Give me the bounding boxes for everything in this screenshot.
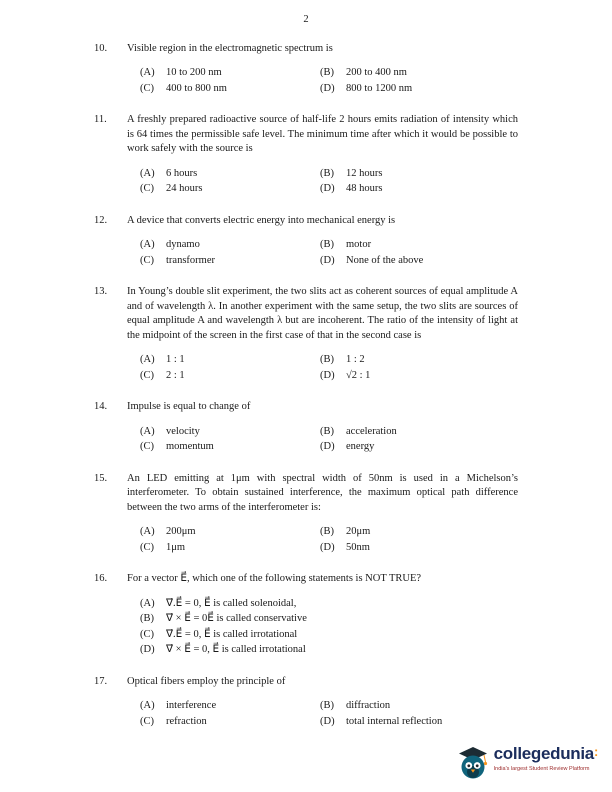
option-label: (B): [320, 700, 334, 712]
option-label: (A): [140, 597, 155, 609]
option-label: (D): [320, 369, 335, 381]
question-number: 15.: [94, 472, 108, 484]
question-body: [127, 214, 518, 268]
option: [320, 425, 518, 439]
option: [140, 66, 320, 80]
option-label: (A): [140, 700, 155, 712]
option-label: (C): [140, 82, 154, 94]
option-label: (C): [140, 541, 154, 553]
option: [320, 541, 518, 555]
option-label: (D): [320, 82, 335, 94]
option-text: None of the above: [346, 254, 424, 266]
question-block: [94, 214, 518, 268]
option-label: (A): [140, 354, 155, 366]
option-text: √2 : 1: [346, 369, 371, 381]
option: [140, 440, 320, 454]
option-text: 200μm: [166, 526, 196, 538]
option: [320, 525, 518, 539]
option: [140, 238, 320, 252]
option-text: ∇⃗ × E⃗ = 0E⃗ is called conservative: [166, 613, 307, 625]
options-grid: [140, 525, 518, 555]
question-body: [127, 400, 518, 454]
option-text: motor: [346, 239, 372, 251]
option-text: velocity: [166, 425, 200, 437]
option-label: (A): [140, 425, 155, 437]
option: [320, 440, 518, 454]
option-text: 1 : 1: [166, 354, 185, 366]
option-text: interference: [166, 700, 217, 712]
question-body: [127, 675, 518, 729]
option-label: (D): [320, 183, 335, 195]
option: [140, 425, 320, 439]
question-block: [94, 572, 518, 657]
option: [320, 254, 518, 268]
option: [320, 66, 518, 80]
questions-list: [94, 42, 518, 729]
option: [140, 628, 518, 642]
option: [320, 369, 518, 383]
option-label: (B): [320, 354, 334, 366]
option-text: 10 to 200 nm: [166, 67, 222, 79]
option-label: (D): [320, 541, 335, 553]
option-label: (B): [320, 239, 334, 251]
option-text: ∇⃗.E⃗ = 0, E⃗ is called solenoidal,: [166, 597, 297, 609]
question-block: [94, 675, 518, 729]
options-grid: [140, 699, 518, 729]
option-text: transformer: [166, 254, 215, 266]
option: [320, 182, 518, 196]
options-grid: [140, 425, 518, 455]
options-grid: [140, 353, 518, 383]
option: [320, 82, 518, 96]
option-label: (C): [140, 628, 154, 640]
question-number: 11.: [94, 114, 107, 126]
option-label: (A): [140, 526, 155, 538]
options-grid: [140, 167, 518, 197]
option-text: 400 to 800 nm: [166, 82, 227, 94]
question-number: 17.: [94, 675, 108, 687]
option-label: (B): [140, 613, 154, 625]
question-text: In Young’s double slit experiment, the two slits act as coherent sources of equal amplitude A and of wavelength λ. In another experiment with the same setup, the two slits are sources of equal amplitude A and wavelength λ but are incoherent. The ratio of the intensity of light at the midpoint of the screen in the first case of that in the second case is: [127, 286, 518, 341]
question-text: For a vector E⃗, which one of the following statements is NOT TRUE?: [127, 573, 422, 585]
options-grid: [140, 238, 518, 268]
question-block: [94, 400, 518, 454]
question-text: Optical fibers employ the principle of: [127, 675, 286, 687]
option-label: (D): [320, 441, 335, 453]
option: [140, 612, 518, 626]
option-text: 20μm: [346, 526, 371, 538]
question-text: Impulse is equal to change of: [127, 401, 251, 413]
option-label: (C): [140, 715, 154, 727]
question-number: 13.: [94, 286, 108, 298]
options-grid: [140, 597, 518, 658]
option: [320, 353, 518, 367]
option: [140, 82, 320, 96]
option-text: ∇⃗.E⃗ = 0, E⃗ is called irrotational: [166, 628, 298, 640]
option: [140, 597, 518, 611]
question-body: [127, 42, 518, 96]
option: [140, 369, 320, 383]
question-block: [94, 42, 518, 96]
option-text: 2 : 1: [166, 369, 185, 381]
option-label: (B): [320, 167, 334, 179]
question-number: 16.: [94, 573, 108, 585]
option-label: (D): [320, 254, 335, 266]
option: [140, 541, 320, 555]
option-text: 800 to 1200 nm: [346, 82, 413, 94]
question-body: [127, 472, 518, 555]
option: [320, 167, 518, 181]
option-text: 50nm: [346, 541, 370, 553]
logo-colon-mark: :: [593, 744, 598, 759]
question-body: [127, 572, 518, 657]
option-text: ∇⃗ × E⃗ = 0, E⃗ is called irrotational: [166, 644, 306, 656]
option: [140, 254, 320, 268]
logo-tagline: India's largest Student Review Platform: [493, 765, 590, 772]
option: [320, 238, 518, 252]
option-label: (C): [140, 369, 154, 381]
question-block: [94, 472, 518, 555]
option-text: total internal reflection: [346, 715, 443, 727]
option-text: 1μm: [166, 541, 186, 553]
option: [140, 699, 320, 713]
question-number: 14.: [94, 401, 108, 413]
option: [320, 715, 518, 729]
logo-text-block: [494, 745, 598, 772]
question-text: Visible region in the electromagnetic spectrum is: [127, 43, 333, 54]
page-number: 2: [303, 14, 309, 25]
collegedunia-mascot-icon: [456, 745, 490, 784]
question-block: [94, 113, 518, 196]
option: [140, 643, 518, 657]
question-block: [94, 285, 518, 383]
option: [140, 353, 320, 367]
option-text: 24 hours: [166, 183, 203, 195]
option-text: 12 hours: [346, 167, 383, 179]
question-text: An LED emitting at 1μm with spectral width of 50nm is used in a Michelson’s interferometer. To obtain sustained interference, the maximum optical path difference between the two arms of the interferometer is:: [127, 472, 518, 513]
option-label: (C): [140, 441, 154, 453]
option-text: 6 hours: [166, 167, 198, 179]
options-grid: [140, 66, 518, 96]
option-label: (A): [140, 67, 155, 79]
question-body: [127, 113, 518, 196]
option-text: momentum: [166, 441, 214, 453]
option-label: (B): [320, 67, 334, 79]
option-text: refraction: [166, 715, 207, 727]
option-text: 200 to 400 nm: [346, 67, 407, 79]
option-text: acceleration: [346, 425, 397, 437]
option-label: (D): [320, 715, 335, 727]
option-text: 1 : 2: [346, 354, 365, 366]
option-label: (A): [140, 239, 155, 251]
question-number: 10.: [94, 43, 108, 54]
option-text: dynamo: [166, 239, 200, 251]
option-label: (C): [140, 254, 154, 266]
option: [140, 167, 320, 181]
option: [140, 182, 320, 196]
option-text: 48 hours: [346, 183, 383, 195]
collegedunia-logo: [456, 745, 598, 784]
option-label: (D): [140, 644, 155, 656]
question-text: A device that converts electric energy into mechanical energy is: [127, 214, 396, 226]
question-body: [127, 285, 518, 383]
option: [320, 699, 518, 713]
option-label: (C): [140, 183, 154, 195]
option-text: energy: [346, 441, 375, 453]
option-label: (B): [320, 526, 334, 538]
option: [140, 525, 320, 539]
option: [140, 715, 320, 729]
option-label: (B): [320, 425, 334, 437]
question-text: A freshly prepared radioactive source of half-life 2 hours emits radiation of intensity which is 64 times the permissible safe level. The minimum time after which it would be possible to work safely with the source is: [127, 114, 518, 155]
logo-name: collegedunia:: [493, 744, 598, 763]
question-number: 12.: [94, 214, 108, 226]
option-label: (A): [140, 167, 155, 179]
option-text: diffraction: [346, 700, 391, 712]
